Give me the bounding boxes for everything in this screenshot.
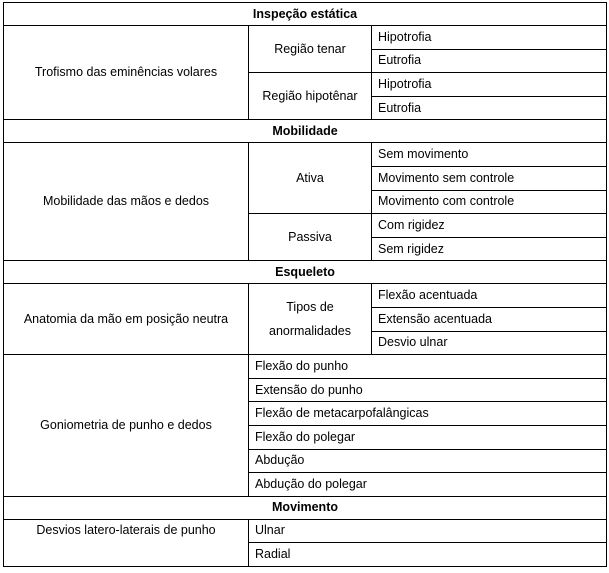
option-cell: Movimento sem controle bbox=[372, 166, 607, 190]
option-cell: Extensão acentuada bbox=[372, 307, 607, 331]
option-cell: Sem rigidez bbox=[372, 237, 607, 261]
item-desvios: Desvios latero-laterais de punho bbox=[4, 519, 249, 566]
table-row bbox=[4, 26, 607, 50]
subitem-regiao-tenar: Região tenar bbox=[249, 26, 372, 73]
item-anatomia: Anatomia da mão em posição neutra bbox=[4, 284, 249, 355]
subitem-ativa: Ativa bbox=[249, 143, 372, 214]
option-cell: Flexão do polegar bbox=[249, 425, 607, 449]
option-cell: Flexão acentuada bbox=[372, 284, 607, 308]
option-cell: Com rigidez bbox=[372, 214, 607, 238]
subitem-regiao-hipotenar: Região hipotênar bbox=[249, 73, 372, 120]
subitem-passiva: Passiva bbox=[249, 214, 372, 261]
option-cell: Hipotrofia bbox=[372, 73, 607, 97]
section-header-inspecao: Inspeção estática bbox=[4, 3, 607, 26]
table-row bbox=[4, 355, 607, 379]
table-row bbox=[4, 519, 607, 543]
item-mobilidade: Mobilidade das mãos e dedos bbox=[4, 143, 249, 261]
item-goniometria: Goniometria de punho e dedos bbox=[4, 355, 249, 497]
section-row bbox=[4, 3, 607, 26]
option-cell: Abdução do polegar bbox=[249, 473, 607, 497]
option-cell: Sem movimento bbox=[372, 143, 607, 167]
section-row bbox=[4, 120, 607, 143]
section-row bbox=[4, 496, 607, 519]
option-cell: Extensão do punho bbox=[249, 378, 607, 402]
table-row bbox=[4, 284, 607, 308]
option-cell: Flexão do punho bbox=[249, 355, 607, 379]
option-cell: Desvio ulnar bbox=[372, 331, 607, 355]
assessment-table bbox=[3, 2, 607, 567]
option-cell: Eutrofia bbox=[372, 49, 607, 73]
option-cell: Ulnar bbox=[249, 519, 607, 543]
option-cell: Movimento com controle bbox=[372, 190, 607, 214]
option-cell: Eutrofia bbox=[372, 96, 607, 120]
section-header-esqueleto: Esqueleto bbox=[4, 261, 607, 284]
section-header-movimento: Movimento bbox=[4, 496, 607, 519]
option-cell: Flexão de metacarpofalângicas bbox=[249, 402, 607, 426]
subitem-tipos-anormalidades: Tipos de anormalidades bbox=[249, 284, 372, 355]
option-cell: Hipotrofia bbox=[372, 26, 607, 50]
option-cell: Radial bbox=[249, 543, 607, 567]
option-cell: Abdução bbox=[249, 449, 607, 473]
section-row bbox=[4, 261, 607, 284]
table-row bbox=[4, 143, 607, 167]
item-trofismo: Trofismo das eminências volares bbox=[4, 26, 249, 120]
section-header-mobilidade: Mobilidade bbox=[4, 120, 607, 143]
